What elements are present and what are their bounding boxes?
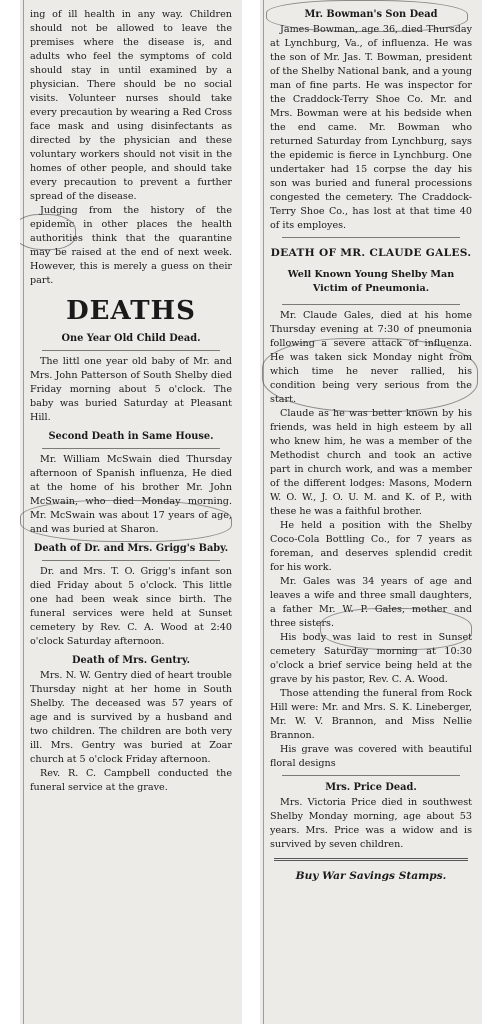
war-stamps-ad: Buy War Savings Stamps. — [295, 870, 447, 882]
obituary-body: The littl one year old baby of Mr. and Mrs. John Patterson of South Shelby died Friday morning about 5 o'clock. The baby was buried Saturday at Pleasant Hill. — [30, 356, 232, 423]
obituary-body: Mr. Claude Gales, died at his home Thursday evening at 7:30 of pneumonia following a severe attack of influenza. He was taken sick Monday night from which time he never rallied, his condition being very serious from the start. — [270, 310, 472, 405]
obituary-subheading: Well Known Young Shelby Man Victim of Pneumonia. — [287, 269, 455, 294]
obituary-heading: Mr. Bowman's Son Dead — [304, 9, 438, 20]
obituary-body: His grave was covered with beautiful floral designs — [270, 744, 472, 769]
right-column — [260, 0, 482, 1024]
obituary-body: Mr. Gales was 34 years of age and leaves a wife and three small daughters, a father Mr. W. P. Gales, mother and three sisters. — [270, 576, 472, 629]
obituary-heading: Second Death in Same House. — [48, 431, 214, 442]
obituary-body: James Bowman, age 36, died Thursday at Lynchburg, Va., of influenza. He was the son of Mr. Jas. T. Bowman, president of the Shelby National bank, and a young man of fine parts. He was inspector for the Craddock-Terry Shoe Co. Mr. and Mrs. Bowman were at his bedside when the end came. Mr. Bowman who returned Saturday from Lynchburg, says the epidemic is fierce in Lynchburg. One undertaker had 15 corpse the day his son was buried and funeral processions congested the cemetery. The Craddock-Terry Shoe Co., has lost at that time 40 of its employes. — [270, 24, 472, 231]
divider — [282, 237, 460, 238]
intro-paragraph: Judging from the history of the epidemic in other places the health authorities think that the quarantine may be raised at the end of next week. However, this is merely a guess on their part. — [30, 205, 232, 286]
obituary-body-extra: Rev. R. C. Campbell conducted the funeral service at the grave. — [30, 768, 232, 793]
obituary-body: Mr. William McSwain died Thursday afternoon of Spanish influenza, He died at the home of his brother Mr. John McSwain, who died Monday morning. Mr. McSwain was about 17 years of age, and was buried at Sharon. — [30, 454, 232, 535]
obituary-body: His body was laid to rest in Sunset cemetery Saturday morning at 10:30 o'clock a brief service being held at the grave by his pastor, Rev. C. A. Wood. — [270, 632, 472, 685]
intro-paragraph: ing of ill health in any way. Children should not be allowed to leave the premises where the disease is, and adults who feel the symptoms of cold should stay in until examined by a physician. There should be no social visits. Volunteer nurses should take every precaution by wearing a Red Cross face mask and using disinfectants as directed by the physician and these voluntary workers should not visit in the homes of other people, and should take every precaution to prevent a further spread of the disease. — [30, 9, 232, 202]
obituary-body: Those attending the funeral from Rock Hill were: Mr. and Mrs. S. K. Lineberger, Mr. W. V. Brannon, and Miss Nellie Brannon. — [270, 688, 472, 741]
deaths-section-heading: DEATHS — [66, 296, 196, 326]
obituary-body: Claude as he was better known by his friends, was held in high esteem by all who knew him, he was a member of the Methodist church and took an active part in church work, and was a member of the different lodges: Masons, Modern W. O. W., J. O. U. M. and K. of P., with these he was a faithful brother. — [270, 408, 472, 517]
divider — [274, 858, 468, 861]
obituary-heading: Death of Dr. and Mrs. Grigg's Baby. — [33, 543, 229, 554]
divider — [42, 560, 220, 561]
obituary-heading: Mrs. Price Dead. — [325, 782, 417, 793]
left-column — [20, 0, 242, 1024]
obituary-body: Mrs. N. W. Gentry died of heart trouble Thursday night at her home in South Shelby. The deceased was 57 years of age and is survived by a husband and two children. The children are both very ill. Mrs. Gentry was buried at Zoar church at 5 o'clock Friday afternoon. — [30, 670, 232, 765]
divider — [42, 448, 220, 449]
obituary-body: Dr. and Mrs. T. O. Grigg's infant son died Friday about 5 o'clock. This little one had been weak since birth. The funeral services were held at Sunset cemetery by Rev. C. A. Wood at 2:40 o'clock Saturday afternoon. — [30, 566, 232, 647]
obituary-heading: Death of Mrs. Gentry. — [71, 655, 191, 666]
obituary-body: He held a position with the Shelby Coco-Cola Bottling Co., for 7 years as foreman, and deserves splendid credit for his work. — [270, 520, 472, 573]
obituary-heading: One Year Old Child Dead. — [61, 333, 201, 344]
divider — [282, 775, 460, 776]
divider — [282, 304, 460, 305]
obituary-body: Mrs. Victoria Price died in southwest Shelby Monday morning, age about 53 years. Mrs. Price was a widow and is survived by seven children. — [270, 797, 472, 850]
divider — [42, 350, 220, 351]
obituary-heading: DEATH OF MR. CLAUDE GALES. — [270, 247, 472, 259]
